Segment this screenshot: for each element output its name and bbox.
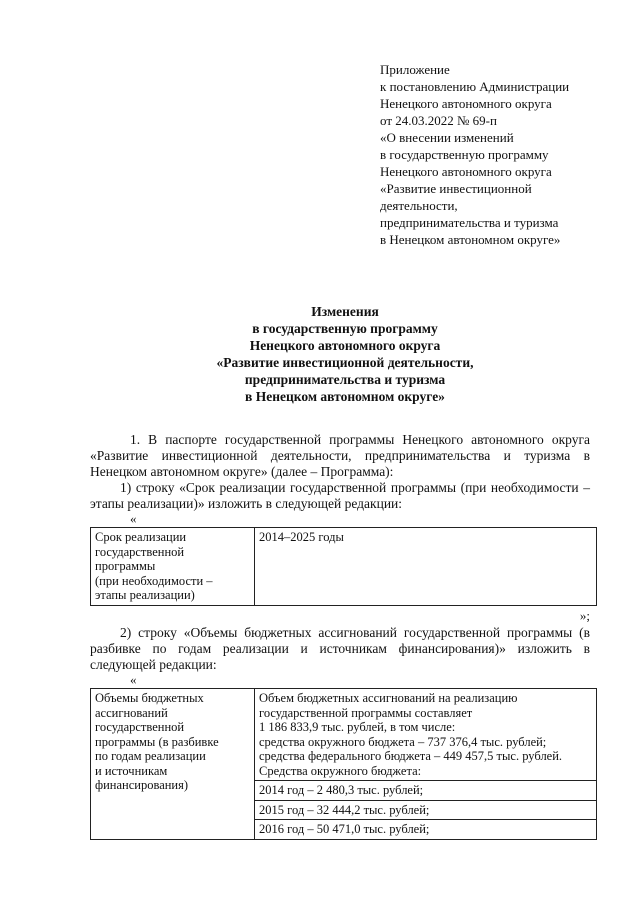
appendix-line: Приложение	[380, 62, 450, 77]
budget-label-line: Объемы бюджетных	[95, 691, 204, 705]
quote-open-1: «	[130, 511, 137, 526]
appendix-line: в Ненецком автономном округе»	[380, 232, 561, 247]
budget-summary-line: 1 186 833,9 тыс. рублей, в том числе:	[259, 720, 456, 734]
appendix-line: «О внесении изменений	[380, 130, 514, 145]
title-line: «Развитие инвестиционной деятельности,	[216, 355, 474, 370]
budget-year-cell: 2015 год – 32 444,2 тыс. рублей;	[255, 800, 597, 820]
budget-year-cell: 2016 год – 50 471,0 тыс. рублей;	[255, 820, 597, 840]
title-line: Ненецкого автономного округа	[249, 338, 441, 353]
budget-summary-line: средства окружного бюджета – 737 376,4 тыс. рублей;	[259, 734, 547, 749]
budget-label-line: и источникам	[95, 763, 168, 778]
section1-intro: 1. В паспорте государственной программы Ненецкого автономного округа «Развитие инвестиционной деятельности, предпринимательства и туризма в Ненецком автономном округе» (далее – Программа):	[90, 432, 590, 479]
document-title	[90, 303, 600, 405]
title-line: в государственную программу	[252, 321, 438, 336]
appendix-line: к постановлению Администрации	[380, 79, 570, 94]
budget-summary-line: государственной программы составляет	[259, 705, 473, 720]
quote-close-1: »;	[579, 608, 590, 623]
term-label-line: Срок реализации	[95, 530, 187, 544]
budget-summary-line: Средства окружного бюджета:	[259, 763, 422, 778]
budget-summary-line: Объем бюджетных ассигнований на реализацию	[259, 691, 518, 705]
quote-open-2: «	[130, 672, 137, 687]
appendix-line: в государственную программу	[380, 147, 549, 162]
budget-summary-line: средства федерального бюджета – 449 457,5 тыс. рублей.	[259, 749, 563, 763]
item1-paragraph: 1) строку «Срок реализации государственной программы (при необходимости – этапы реализации)» изложить в следующей редакции:	[90, 480, 590, 511]
budget-label-line: государственной	[95, 720, 185, 734]
table-budget	[90, 688, 597, 840]
term-label-line: (при необходимости –	[95, 573, 213, 588]
title-line: в Ненецком автономном округе»	[245, 389, 445, 404]
appendix-line: деятельности,	[380, 198, 458, 213]
appendix-line: «Развитие инвестиционной	[380, 181, 532, 196]
term-label-line: программы	[95, 559, 156, 573]
title-line: Изменения	[311, 304, 379, 319]
term-label-cell	[91, 528, 255, 606]
appendix-line: от 24.03.2022 № 69-п	[380, 113, 497, 128]
budget-label-line: программы (в разбивке	[95, 734, 219, 749]
budget-label-line: по годам реализации	[95, 749, 206, 763]
table-term	[90, 527, 597, 606]
term-value-cell: 2014–2025 годы	[255, 528, 597, 606]
term-label-line: этапы реализации)	[95, 588, 195, 602]
budget-summary-cell	[255, 689, 597, 781]
budget-label-line: финансирования)	[95, 778, 189, 792]
appendix-line: Ненецкого автономного округа	[380, 96, 552, 111]
budget-year-cell: 2014 год – 2 480,3 тыс. рублей;	[255, 781, 597, 801]
title-line: предпринимательства и туризма	[244, 372, 446, 387]
budget-label-cell	[91, 689, 255, 840]
item2-paragraph: 2) строку «Объемы бюджетных ассигнований государственной программы (в разбивке по годам реализации и источникам финансирования)» изложить в следующей редакции:	[90, 625, 590, 672]
appendix-line: предпринимательства и туризма	[380, 215, 559, 230]
appendix-block	[380, 61, 630, 248]
term-label-line: государственной	[95, 544, 185, 559]
budget-label-line: ассигнований	[95, 705, 168, 720]
appendix-line: Ненецкого автономного округа	[380, 164, 552, 179]
